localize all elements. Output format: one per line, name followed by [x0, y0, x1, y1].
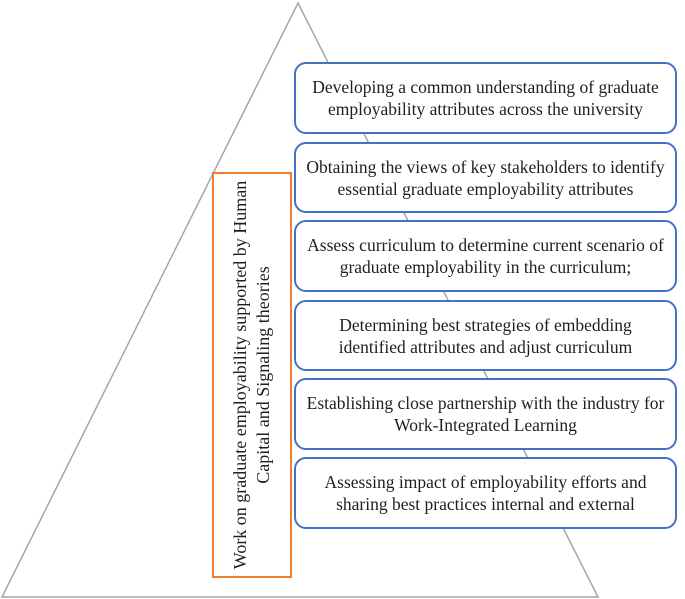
step-text-1: Developing a common understanding of graduate employability attributes across the university	[312, 77, 659, 119]
theory-foundation-text: Work on graduate employability supported by Human Capital and Signaling theories	[230, 180, 273, 570]
step-box-1	[294, 62, 677, 134]
step-text-2: Obtaining the views of key stakeholders to identify essential graduate employability attributes	[306, 156, 665, 199]
step-text-5: Establishing close partnership with the industry for Work-Integrated Learning	[306, 393, 665, 435]
step-text-3: Assess curriculum to determine current scenario of graduate employability in the curriculum;	[307, 235, 664, 277]
step-box-4	[294, 300, 677, 371]
step-box-6	[294, 457, 677, 529]
step-text-4: Determining best strategies of embedding identified attributes and adjust curriculum	[338, 314, 633, 357]
step-box-5	[294, 378, 677, 450]
step-text-6: Assessing impact of employability efforts and sharing best practices internal and external	[324, 472, 647, 514]
theory-foundation-box	[212, 172, 292, 578]
step-box-3	[294, 220, 677, 292]
step-box-2	[294, 142, 677, 213]
